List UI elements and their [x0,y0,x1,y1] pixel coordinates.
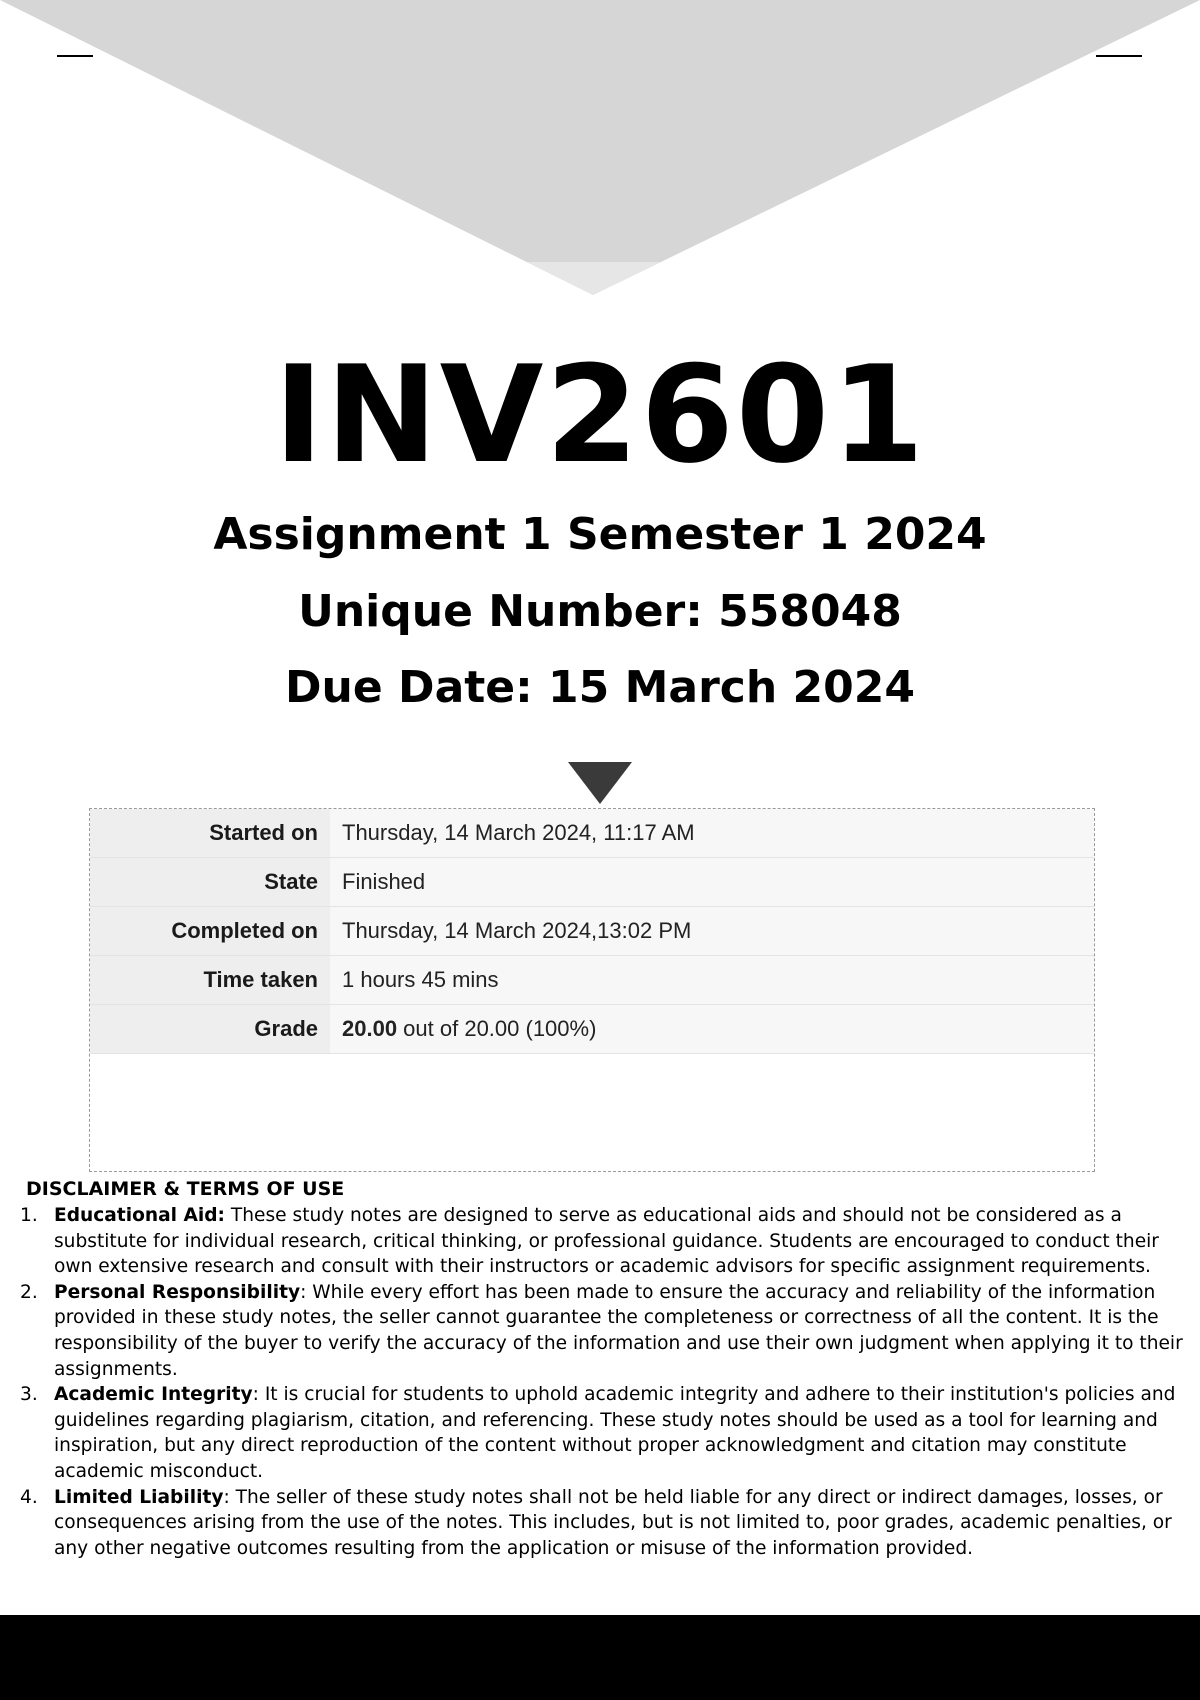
header-chevron-shape [0,0,1200,300]
footer-bar [0,1615,1200,1700]
item-text: : It is crucial for students to uphold academic integrity and adhere to their institution's policies and guidelines regarding plagiarism, citation, and referencing. These study notes should be used as a tool for learning and inspiration, but any direct reproduction of the content without proper acknowledgment and citation may constitute academic misconduct. [54,1384,1176,1482]
course-code: INV2601 [273,337,927,493]
table-row [90,1005,1094,1054]
quiz-summary-table [90,809,1094,1054]
disclaimer-list [16,1203,1186,1561]
item-heading: Limited Liability [54,1486,224,1508]
table-row [90,956,1094,1005]
grade-value [330,1005,1094,1054]
disclaimer-title: DISCLAIMER & TERMS OF USE [26,1178,345,1200]
top-right-rule [1096,55,1142,57]
grade-label: Grade [90,1005,330,1054]
row-value: 1 hours 45 mins [330,956,1094,1005]
unique-number: Unique Number: 558048 [298,586,902,637]
due-date: Due Date: 15 March 2024 [285,662,915,713]
top-left-rule [57,55,93,57]
list-item [16,1485,1186,1562]
grade-score: 20.00 [342,1016,398,1041]
row-value: Thursday, 14 March 2024, 11:17 AM [330,809,1094,858]
item-number: 3. [20,1384,38,1406]
item-text: These study notes are designed to serve as educational aids and should not be considered as a substitute for individual research, critical thinking, or professional guidance. Students are encouraged to conduct their own extensive research and consult with their instructors or academic advisors for specific assignment requirements. [54,1205,1159,1278]
row-value: Thursday, 14 March 2024,13:02 PM [330,907,1094,956]
item-text: : The seller of these study notes shall not be held liable for any direct or indirect damages, losses, or consequences arising from the use of the notes. This includes, but is not limited to, poor grades, academic penalties, or any other negative outcomes resulting from the application or misuse of the information provided. [54,1486,1172,1559]
table-row [90,809,1094,858]
item-number: 2. [20,1281,38,1303]
row-label: Time taken [90,956,330,1005]
item-number: 4. [20,1486,38,1508]
list-item [16,1203,1186,1280]
row-label: State [90,858,330,907]
item-heading: Personal Responsibility [54,1281,301,1303]
assignment-title: Assignment 1 Semester 1 2024 [213,509,987,560]
row-value: Finished [330,858,1094,907]
item-heading: Academic Integrity [54,1384,253,1406]
item-text: : While every effort has been made to ensure the accuracy and reliability of the information provided in these study notes, the seller cannot guarantee the completeness or correctness of all the content. It is the responsibility of the buyer to verify the accuracy of the information and use their own judgment when applying it to their assignments. [54,1281,1183,1380]
table-row [90,907,1094,956]
row-label: Completed on [90,907,330,956]
grade-total: out of 20.00 (100%) [397,1016,597,1041]
item-heading: Educational Aid: [54,1205,225,1226]
row-label: Started on [90,809,330,858]
table-row [90,858,1094,907]
list-item [16,1280,1186,1382]
list-item [16,1382,1186,1484]
triangle-down-icon [568,762,632,804]
item-number: 1. [20,1205,38,1226]
